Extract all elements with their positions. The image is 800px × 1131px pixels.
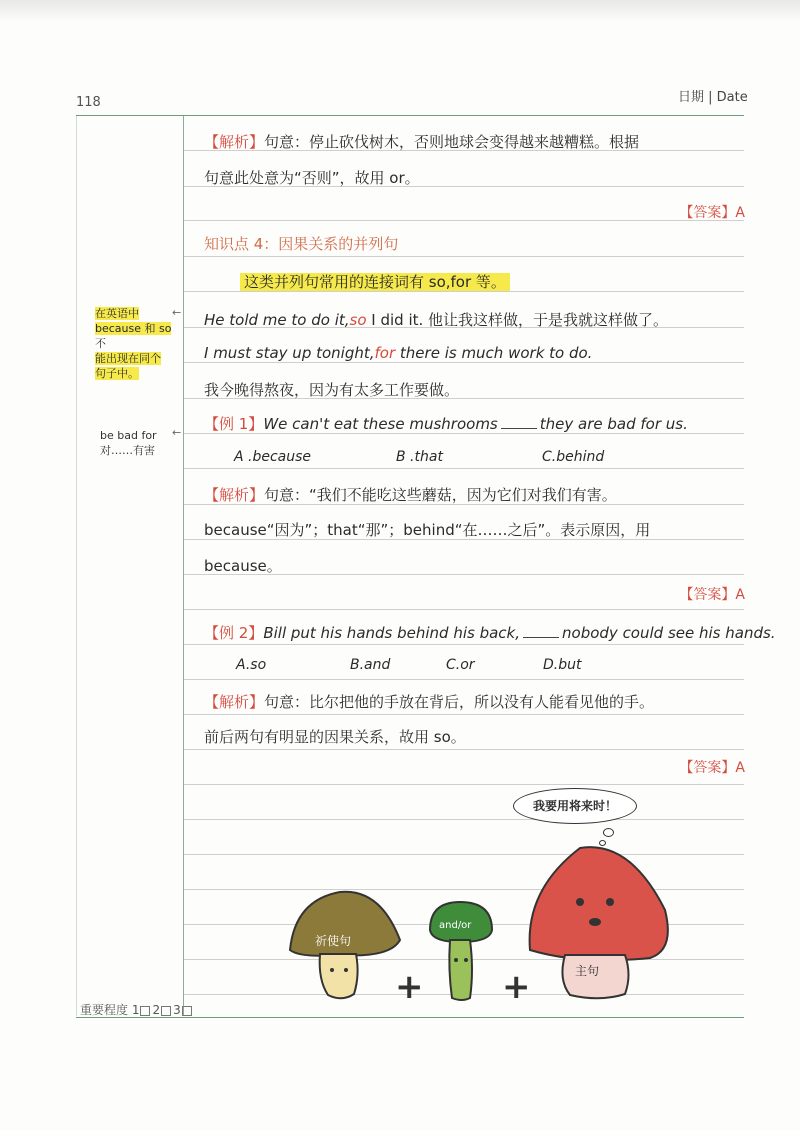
ruled-line [184, 749, 744, 750]
analysis-1-line-3: because。 [204, 557, 282, 575]
example-sentence-2-part-b: there is much work to do. [395, 344, 593, 362]
analysis-2-tag: 【解析】 [204, 693, 265, 711]
side-note-1-line-1: 在英语中 [95, 307, 139, 320]
plus-sign: + [502, 967, 531, 1007]
example-1-part-a: We can't eat these mushrooms [263, 415, 498, 433]
example-1-option-b: B .that [396, 449, 443, 465]
analysis-1-line-1 [204, 484, 617, 505]
left-margin-edge [76, 116, 77, 1016]
example-1-part-b: they are bad for us. [539, 415, 688, 433]
answer-blank [523, 637, 559, 638]
importance-level-2: 2 [152, 1003, 161, 1017]
ruled-line [184, 362, 744, 363]
ruled-line [184, 819, 744, 820]
analysis-text-visible: 句意：停止砍伐树木，否则地球会变得越来越糟糕。根据 [264, 133, 640, 151]
example-2-option-a: A.so [236, 657, 267, 673]
example-2-part-a: Bill put his hands behind his back, [263, 624, 521, 642]
analysis-2-text: 句意：比尔把他的手放在背后，所以没有人能看见他的手。 [264, 693, 655, 711]
page-number: 118 [76, 95, 101, 110]
checkbox-icon[interactable] [140, 1006, 150, 1016]
example-sentence-2 [204, 344, 592, 362]
analysis-2-line-2: 前后两句有明显的因果关系，故用 so。 [204, 728, 466, 746]
page-top-shade [0, 0, 800, 22]
mushroom-right-label: 主句 [575, 964, 600, 978]
ruled-line [184, 679, 744, 680]
analysis-tag: 【解析】 [204, 133, 265, 151]
ruled-line [184, 220, 744, 221]
ruled-line [184, 609, 744, 610]
example-sentence-2-translation: 我今晚得熬夜，因为有太多工作要做。 [204, 381, 460, 399]
analysis-2-line-1 [204, 691, 654, 712]
example-sentence-2-conj: for [374, 344, 396, 362]
checkbox-icon[interactable] [161, 1006, 171, 1016]
example-sentence-1-part-a: He told me to do it, [204, 311, 350, 329]
section-title: 知识点 4：因果关系的并列句 [204, 235, 399, 253]
side-note-1-line-4: 句子中。 [95, 367, 139, 380]
highlight-text: 这类并列句常用的连接词有 so,for 等。 [240, 273, 510, 291]
example-sentence-2-part-a: I must stay up tonight, [204, 344, 375, 362]
example-2-part-b: nobody could see his hands. [562, 624, 776, 642]
example-sentence-1 [204, 309, 668, 330]
example-2-tag: 【例 2】 [204, 624, 264, 642]
margin-column-line [183, 116, 184, 1016]
arrow-left-icon: ← [172, 426, 182, 439]
side-note-1-line-2b: 不 [95, 337, 106, 350]
plus-sign: + [395, 967, 424, 1007]
answer-label-2: 【答案】A [679, 587, 745, 603]
importance-rating [80, 1001, 194, 1018]
highlighted-rule [240, 271, 510, 292]
mushroom-left-icon [290, 892, 400, 999]
side-note-2-line-2: 对……有害 [100, 444, 155, 457]
example-1 [204, 413, 688, 434]
example-1-option-c: C.behind [542, 449, 605, 465]
importance-label: 重要程度 [80, 1003, 129, 1017]
side-note-1-line-3: 能出现在同个 [95, 352, 161, 365]
mushroom-middle-icon [430, 902, 492, 1000]
importance-level-1: 1 [131, 1003, 140, 1017]
ruled-line [184, 468, 744, 469]
analysis-line-2: 句意此处意为“否则”，故用 or。 [204, 169, 420, 187]
ruled-line [184, 784, 744, 785]
example-1-tag: 【例 1】 [204, 415, 264, 433]
date-label: 日期 | Date [678, 90, 748, 105]
arrow-left-icon: ← [172, 306, 182, 319]
mushroom-right-icon [530, 847, 668, 998]
mushroom-left-label: 祈使句 [315, 934, 352, 948]
side-note-1-line-2: because 和 so [95, 322, 172, 335]
ruled-line [184, 714, 744, 715]
answer-blank [501, 428, 537, 429]
example-sentence-1-conj: so [349, 311, 367, 329]
importance-level-3: 3 [173, 1003, 181, 1017]
speech-bubble: 我要用将来时！ [513, 788, 637, 824]
mushroom-illustration [280, 830, 680, 1010]
ruled-line [184, 644, 744, 645]
example-2-option-c: C.or [446, 657, 475, 673]
example-1-option-a: A .because [234, 449, 312, 465]
mushroom-middle-label: and/or [439, 920, 472, 931]
example-2-option-b: B.and [350, 657, 391, 673]
example-2-option-d: D.but [543, 657, 582, 673]
analysis-line [204, 131, 639, 152]
example-2 [204, 622, 776, 643]
header-rule [76, 115, 744, 116]
answer-label: 【答案】A [679, 205, 745, 221]
side-note-2-line-1: be bad for [100, 429, 157, 442]
ruled-line [184, 256, 744, 257]
checkbox-icon[interactable] [182, 1006, 192, 1016]
example-sentence-1-part-b: I did it. 他让我这样做，于是我就这样做了。 [366, 311, 669, 329]
analysis-1-tag: 【解析】 [204, 486, 265, 504]
analysis-1-line-2: because“因为”；that“那”；behind“在……之后”。表示原因，用 [204, 521, 651, 539]
side-note-1 [95, 306, 183, 381]
analysis-1-text: 句意：“我们不能吃这些蘑菇，因为它们对我们有害。 [264, 486, 617, 504]
answer-label-3: 【答案】A [679, 760, 745, 776]
side-note-2 [100, 428, 157, 458]
